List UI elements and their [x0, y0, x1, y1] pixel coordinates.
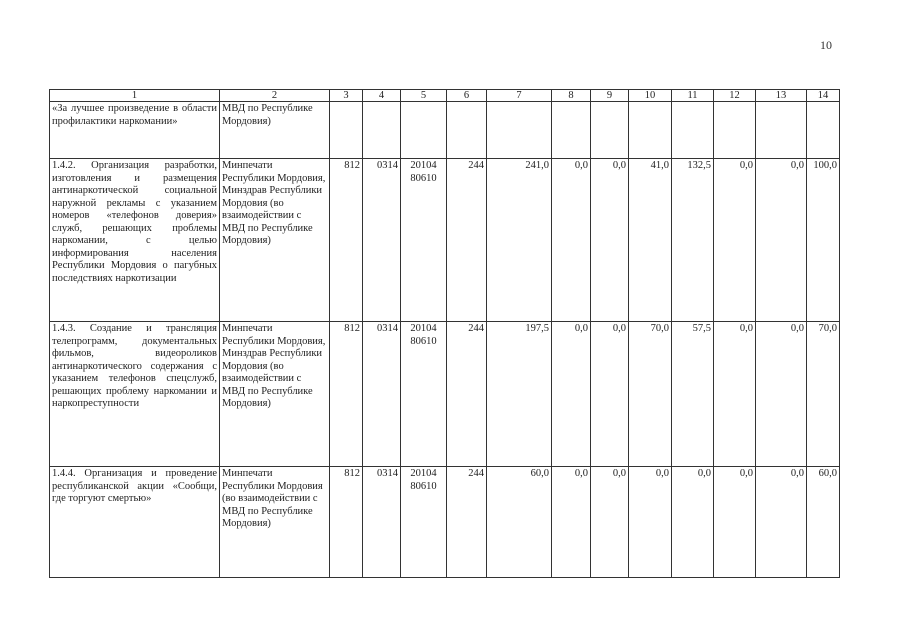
- executor-cell: Минпечати Республики Мордовия, Минздрав Республики Мордовия (во взаимодействии с МВД по Республике Мордовия): [220, 159, 330, 322]
- value-cell: 100,0: [807, 159, 840, 322]
- csr-cell: 20104 80610: [401, 467, 447, 578]
- value-cell: 0,0: [672, 467, 714, 578]
- value-cell: 0,0: [591, 467, 629, 578]
- table-row: [50, 102, 840, 159]
- value-cell: [591, 102, 629, 159]
- vr-cell: [447, 102, 487, 159]
- header-cell: 1: [50, 90, 220, 102]
- value-cell: 0,0: [629, 467, 672, 578]
- csr-cell: 20104 80610: [401, 322, 447, 467]
- header-cell: 8: [552, 90, 591, 102]
- csr-cell: 20104 80610: [401, 159, 447, 322]
- value-cell: 0,0: [552, 467, 591, 578]
- value-cell: 0,0: [591, 322, 629, 467]
- grbs-cell: 812: [330, 159, 363, 322]
- table-row: [50, 467, 840, 578]
- executor-cell: Минпечати Республики Мордовия (во взаимодействии с МВД по Республике Мордовия): [220, 467, 330, 578]
- value-cell: 0,0: [591, 159, 629, 322]
- value-cell: 0,0: [756, 159, 807, 322]
- value-cell: 0,0: [714, 159, 756, 322]
- page-number: 10: [820, 38, 832, 52]
- vr-cell: 244: [447, 467, 487, 578]
- value-cell: 197,5: [487, 322, 552, 467]
- measure-name: 1.4.3. Создание и трансляция телепрограмм, документальных фильмов, видеороликов антинаркотического содержания с указанием телефонов спецслужб, решающих проблему наркомании и наркопреступности: [50, 322, 220, 467]
- value-cell: 57,5: [672, 322, 714, 467]
- grbs-cell: [330, 102, 363, 159]
- header-cell: 13: [756, 90, 807, 102]
- header-cell: 4: [363, 90, 401, 102]
- header-cell: 5: [401, 90, 447, 102]
- rz-cell: 0314: [363, 322, 401, 467]
- executor-cell: Минпечати Республики Мордовия, Минздрав Республики Мордовия (во взаимодействии с МВД по Республике Мордовия): [220, 322, 330, 467]
- value-cell: [714, 102, 756, 159]
- value-cell: 70,0: [807, 322, 840, 467]
- rz-cell: 0314: [363, 159, 401, 322]
- value-cell: 0,0: [714, 467, 756, 578]
- value-cell: 60,0: [487, 467, 552, 578]
- value-cell: 0,0: [756, 322, 807, 467]
- value-cell: 60,0: [807, 467, 840, 578]
- value-cell: 132,5: [672, 159, 714, 322]
- header-cell: 11: [672, 90, 714, 102]
- header-cell: 10: [629, 90, 672, 102]
- value-cell: [552, 102, 591, 159]
- measure-name: «За лучшее произведение в области профилактики наркомании»: [50, 102, 220, 159]
- grbs-cell: 812: [330, 322, 363, 467]
- value-cell: 70,0: [629, 322, 672, 467]
- measure-name: 1.4.4. Организация и проведение республиканской акции «Сообщи, где торгуют смертью»: [50, 467, 220, 578]
- header-cell: 9: [591, 90, 629, 102]
- value-cell: 0,0: [714, 322, 756, 467]
- value-cell: [807, 102, 840, 159]
- value-cell: 0,0: [756, 467, 807, 578]
- executor-cell: МВД по Республике Мордовия): [220, 102, 330, 159]
- header-cell: 2: [220, 90, 330, 102]
- vr-cell: 244: [447, 322, 487, 467]
- csr-cell: [401, 102, 447, 159]
- header-cell: 14: [807, 90, 840, 102]
- value-cell: 0,0: [552, 159, 591, 322]
- rz-cell: 0314: [363, 467, 401, 578]
- header-cell: 12: [714, 90, 756, 102]
- value-cell: [629, 102, 672, 159]
- value-cell: 41,0: [629, 159, 672, 322]
- header-cell: 6: [447, 90, 487, 102]
- header-cell: 7: [487, 90, 552, 102]
- rz-cell: [363, 102, 401, 159]
- table-row: [50, 159, 840, 322]
- value-cell: [487, 102, 552, 159]
- program-table: [49, 89, 840, 578]
- value-cell: 241,0: [487, 159, 552, 322]
- grbs-cell: 812: [330, 467, 363, 578]
- vr-cell: 244: [447, 159, 487, 322]
- header-cell: 3: [330, 90, 363, 102]
- measure-name: 1.4.2. Организация разработки, изготовления и размещения антинаркотической социальной наружной рекламы с указанием номеров «телефонов доверия» служб, решающих проблемы наркомании, с целью информирования населения Республики Мордовия о пагубных последствиях наркотизации: [50, 159, 220, 322]
- table-row: [50, 322, 840, 467]
- header-row: [50, 90, 840, 102]
- value-cell: [672, 102, 714, 159]
- value-cell: [756, 102, 807, 159]
- value-cell: 0,0: [552, 322, 591, 467]
